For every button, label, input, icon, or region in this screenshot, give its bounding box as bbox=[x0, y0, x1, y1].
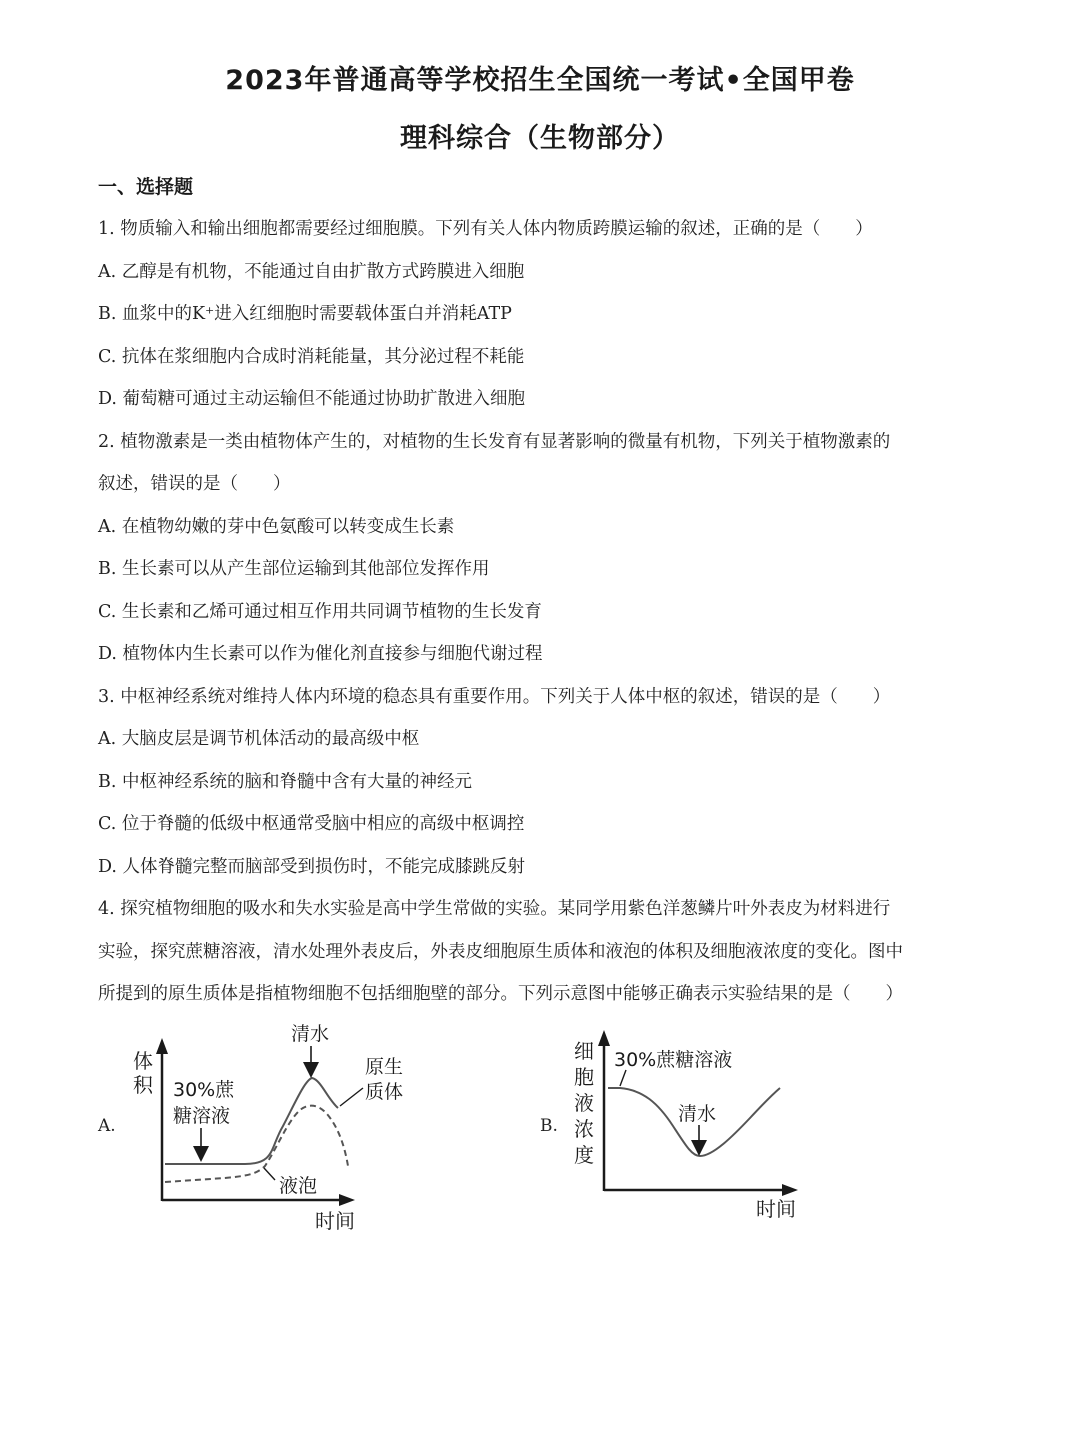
question-3-option-c: C. 位于脊髓的低级中枢通常受脑中相应的高级中枢调控 bbox=[98, 814, 525, 834]
figure-a-protoplast-label-2: 质体 bbox=[365, 1081, 404, 1103]
question-1-option-a: A. 乙醇是有机物，不能通过自由扩散方式跨膜进入细胞 bbox=[98, 262, 525, 282]
figure-b-water-label: 清水 bbox=[678, 1103, 717, 1125]
figure-b-diagram bbox=[568, 1028, 808, 1223]
question-2-option-d: D. 植物体内生长素可以作为催化剂直接参与细胞代谢过程 bbox=[98, 644, 543, 664]
figure-a-y-label-2: 积 bbox=[133, 1073, 153, 1097]
question-2-stem-line-1: 2. 植物激素是一类由植物体产生的，对植物的生长发育有显著影响的微量有机物，下列关于植物激素的 bbox=[98, 432, 891, 452]
figure-a-protoplast-pointer bbox=[340, 1088, 363, 1106]
figure-b-y-axis bbox=[598, 1030, 610, 1191]
question-3-option-d: D. 人体脊髓完整而脑部受到损伤时，不能完成膝跳反射 bbox=[98, 857, 526, 877]
figure-a-y-label-1: 体 bbox=[133, 1049, 153, 1073]
question-4-stem-line-1: 4. 探究植物细胞的吸水和失水实验是高中学生常做的实验。某同学用紫色洋葱鳞片叶外表皮为材料进行 bbox=[98, 899, 891, 919]
figure-b-x-label: 时间 bbox=[756, 1197, 796, 1221]
question-1-option-c: C. 抗体在浆细胞内合成时消耗能量，其分泌过程不耗能 bbox=[98, 347, 525, 367]
figure-b-y-label-5: 度 bbox=[574, 1143, 594, 1167]
figure-a-diagram bbox=[125, 1018, 415, 1233]
figure-b-y-label-1: 细 bbox=[574, 1039, 594, 1063]
question-3-option-a: A. 大脑皮层是调节机体活动的最高级中枢 bbox=[98, 729, 420, 749]
figure-b-y-label-4: 浓 bbox=[574, 1117, 594, 1141]
question-4-stem-line-3: 所提到的原生质体是指植物细胞不包括细胞壁的部分。下列示意图中能够正确表示实验结果的是（ ） bbox=[98, 984, 903, 1004]
question-2-option-c: C. 生长素和乙烯可通过相互作用共同调节植物的生长发育 bbox=[98, 602, 542, 622]
question-4-stem-line-2: 实验，探究蔗糖溶液，清水处理外表皮后，外表皮细胞原生质体和液泡的体积及细胞液浓度的变化。图中 bbox=[98, 942, 903, 962]
figure-a-x-label: 时间 bbox=[315, 1209, 355, 1233]
figure-a-protoplast-label-1: 原生 bbox=[365, 1056, 404, 1078]
figure-a-option-label: A. bbox=[98, 1116, 116, 1136]
question-1-stem: 1. 物质输入和输出细胞都需要经过细胞膜。下列有关人体内物质跨膜运输的叙述，正确的是（ ） bbox=[98, 219, 873, 239]
figure-b-x-axis bbox=[604, 1184, 798, 1196]
figure-b-y-label-3: 液 bbox=[574, 1091, 594, 1115]
figure-b-option-label: B. bbox=[540, 1116, 558, 1136]
figure-a-vacuole-pointer bbox=[264, 1168, 275, 1180]
question-2-option-a: A. 在植物幼嫩的芽中色氨酸可以转变成生长素 bbox=[98, 517, 455, 537]
question-1-option-b: B. 血浆中的K⁺进入红细胞时需要载体蛋白并消耗ATP bbox=[98, 304, 512, 324]
figure-a-x-axis bbox=[162, 1194, 355, 1206]
exam-title: 2023年普通高等学校招生全国统一考试•全国甲卷 bbox=[225, 65, 855, 96]
figure-a-vacuole-label: 液泡 bbox=[279, 1175, 318, 1197]
figure-b-sucrose-pointer bbox=[620, 1070, 626, 1086]
question-3-option-b: B. 中枢神经系统的脑和脊髓中含有大量的神经元 bbox=[98, 772, 472, 792]
figure-a-sucrose-label-1: 30%蔗 bbox=[173, 1079, 235, 1101]
figure-b-sucrose-label: 30%蔗糖溶液 bbox=[614, 1049, 733, 1071]
question-2-stem-line-2: 叙述，错误的是（ ） bbox=[98, 474, 291, 494]
figure-a-water-label: 清水 bbox=[291, 1023, 330, 1045]
figure-a-y-axis bbox=[156, 1038, 168, 1201]
figure-a-sucrose-label-2: 糖溶液 bbox=[173, 1105, 231, 1127]
section-title: 一、选择题 bbox=[98, 176, 194, 198]
figure-b-y-label-2: 胞 bbox=[574, 1065, 594, 1089]
exam-subtitle: 理科综合（生物部分） bbox=[400, 123, 680, 154]
question-2-option-b: B. 生长素可以从产生部位运输到其他部位发挥作用 bbox=[98, 559, 490, 579]
question-3-stem: 3. 中枢神经系统对维持人体内环境的稳态具有重要作用。下列关于人体中枢的叙述，错误的是（ ） bbox=[98, 687, 891, 707]
question-1-option-d: D. 葡萄糖可通过主动运输但不能通过协助扩散进入细胞 bbox=[98, 389, 526, 409]
